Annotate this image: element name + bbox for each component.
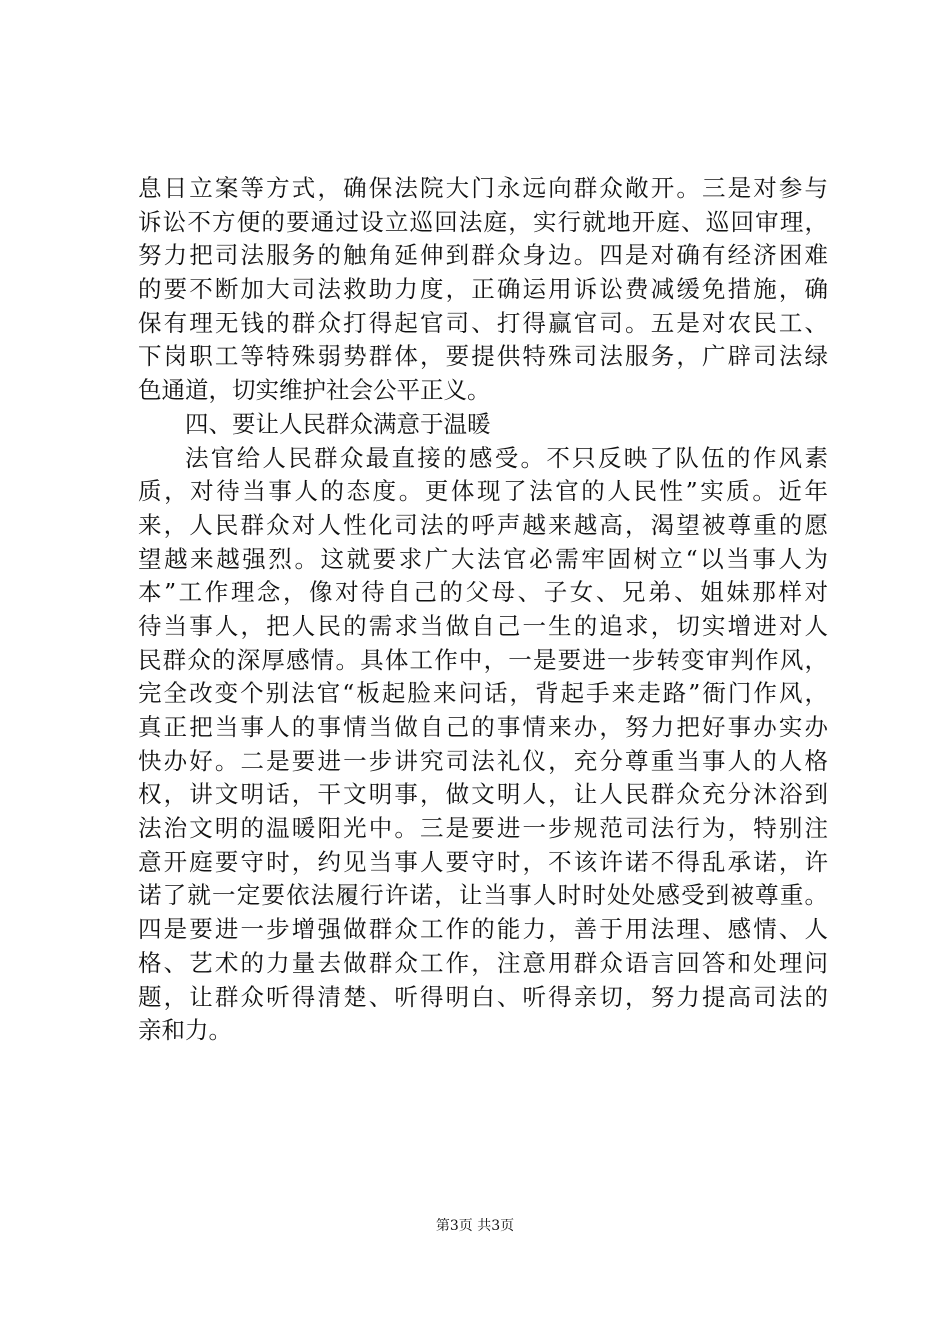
text-line: 下岗职工等特殊弱势群体，要提供特殊司法服务，广辟司法绿 xyxy=(138,342,828,371)
text-line: 四、要让人民群众满意于温暖 xyxy=(185,409,491,438)
text-line: 色通道，切实维护社会公平正义。 xyxy=(138,376,491,405)
text-line: 本”工作理念，像对待自己的父母、子女、兄弟、姐妹那样对 xyxy=(138,578,828,607)
text-line: 诉讼不方便的要通过设立巡回法庭，实行就地开庭、巡回审理， xyxy=(138,207,828,236)
page-number-label: 第3页 共3页 xyxy=(435,1218,515,1234)
text-line: 格、艺术的力量去做群众工作，注意用群众语言回答和处理问 xyxy=(138,948,828,977)
text-line: 四是要进一步增强做群众工作的能力，善于用法理、感情、人 xyxy=(138,915,828,944)
document-body xyxy=(138,172,828,1048)
text-line: 保有理无钱的群众打得起官司、打得赢官司。五是对农民工、 xyxy=(138,308,828,337)
text-line: 息日立案等方式，确保法院大门永远向群众敞开。三是对参与 xyxy=(138,174,828,202)
text-line: 意开庭要守时，约见当事人要守时，不该许诺不得乱承诺，许 xyxy=(138,847,828,876)
text-line: 努力把司法服务的触角延伸到群众身边。四是对确有经济困难 xyxy=(138,241,828,270)
text-line: 权，讲文明话，干文明事，做文明人，让人民群众充分沐浴到 xyxy=(138,780,828,809)
page-footer xyxy=(0,1216,950,1236)
text-line: 法治文明的温暖阳光中。三是要进一步规范司法行为，特别注 xyxy=(138,814,828,843)
text-line: 法官给人民群众最直接的感受。不只反映了队伍的作风素 xyxy=(185,443,828,472)
text-line: 望越来越强烈。这就要求广大法官必需牢固树立“以当事人为 xyxy=(138,544,828,573)
text-line: 完全改变个别法官“板起脸来问话，背起手来走路”衙门作风， xyxy=(138,679,828,708)
text-line: 的要不断加大司法救助力度，正确运用诉讼费减缓免措施，确 xyxy=(138,275,828,304)
text-line: 待当事人，把人民的需求当做自己一生的追求，切实增进对人 xyxy=(138,611,828,640)
text-line: 民群众的深厚感情。具体工作中，一是要进一步转变审判作风， xyxy=(138,645,828,674)
text-line: 快办好。二是要进一步讲究司法礼仪，充分尊重当事人的人格 xyxy=(138,746,828,775)
text-line: 来，人民群众对人性化司法的呼声越来越高，渴望被尊重的愿 xyxy=(138,510,828,539)
text-line: 质，对待当事人的态度。更体现了法官的人民性”实质。近年 xyxy=(138,477,828,506)
text-line: 亲和力。 xyxy=(138,1016,232,1045)
text-line: 题，让群众听得清楚、听得明白、听得亲切，努力提高司法的 xyxy=(138,982,828,1011)
text-line: 真正把当事人的事情当做自己的事情来办，努力把好事办实办 xyxy=(138,713,828,741)
text-line: 诺了就一定要依法履行许诺，让当事人时时处处感受到被尊重。 xyxy=(138,881,828,910)
